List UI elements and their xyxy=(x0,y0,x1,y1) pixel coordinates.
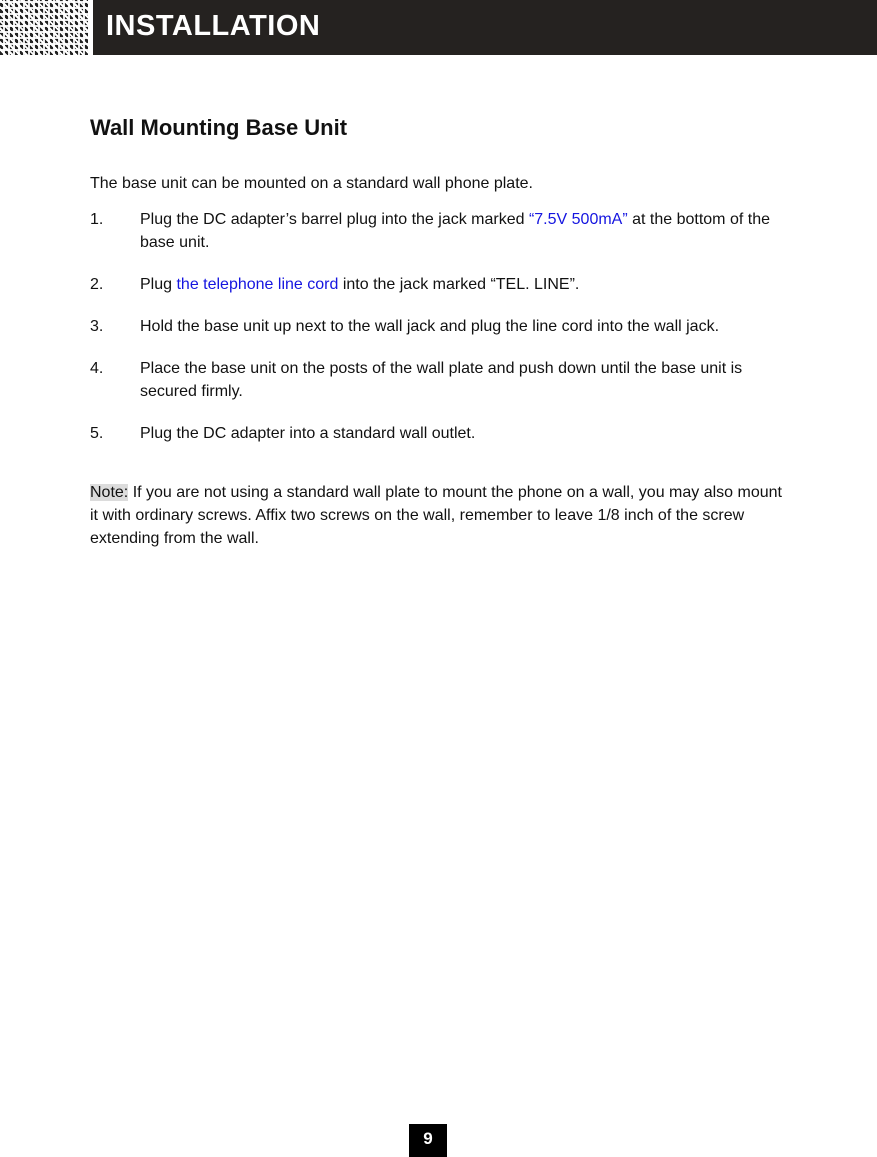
note-label: Note: xyxy=(90,484,129,501)
header-pattern-decoration xyxy=(0,0,88,55)
step-number: 5. xyxy=(90,425,104,442)
note-text: If you are not using a standard wall plate to mount the phone on a wall, you may also mount it with ordinary screws. Affix two screws on the wall, remember to leave 1/8 inch of the screw extending from the wall. xyxy=(90,484,782,547)
steps-list xyxy=(90,208,790,445)
step-item xyxy=(90,315,790,338)
header-banner xyxy=(93,0,877,55)
step-text: Plug the DC adapter into a standard wall outlet. xyxy=(140,425,476,442)
step-text: Place the base unit on the posts of the wall plate and push down until the base unit is secured firmly. xyxy=(140,360,743,400)
intro-text: The base unit can be mounted on a standard wall phone plate. xyxy=(90,175,533,192)
page-content xyxy=(90,115,790,566)
step-text-end: into the jack marked “TEL. LINE”. xyxy=(338,276,580,293)
step-text: Hold the base unit up next to the wall jack and plug the line cord into the wall jack. xyxy=(140,318,720,335)
step-item xyxy=(90,208,790,254)
step-number: 2. xyxy=(90,276,104,293)
page-number: 9 xyxy=(409,1124,447,1157)
section-title: Wall Mounting Base Unit xyxy=(90,115,348,140)
step-item xyxy=(90,273,790,296)
step-number: 3. xyxy=(90,318,104,335)
step-highlight: the telephone line cord xyxy=(176,276,339,293)
step-item xyxy=(90,357,790,403)
step-highlight: “7.5V 500mA” xyxy=(528,211,628,228)
step-number: 4. xyxy=(90,360,104,377)
step-text-end: at the bottom of the base unit. xyxy=(140,211,770,251)
header-title: INSTALLATION xyxy=(106,10,321,42)
step-text: Plug the DC adapter’s barrel plug into the jack marked xyxy=(140,211,529,228)
note-paragraph xyxy=(90,481,790,550)
step-number: 1. xyxy=(90,211,104,228)
step-text: Plug xyxy=(140,276,177,293)
step-item xyxy=(90,422,790,445)
